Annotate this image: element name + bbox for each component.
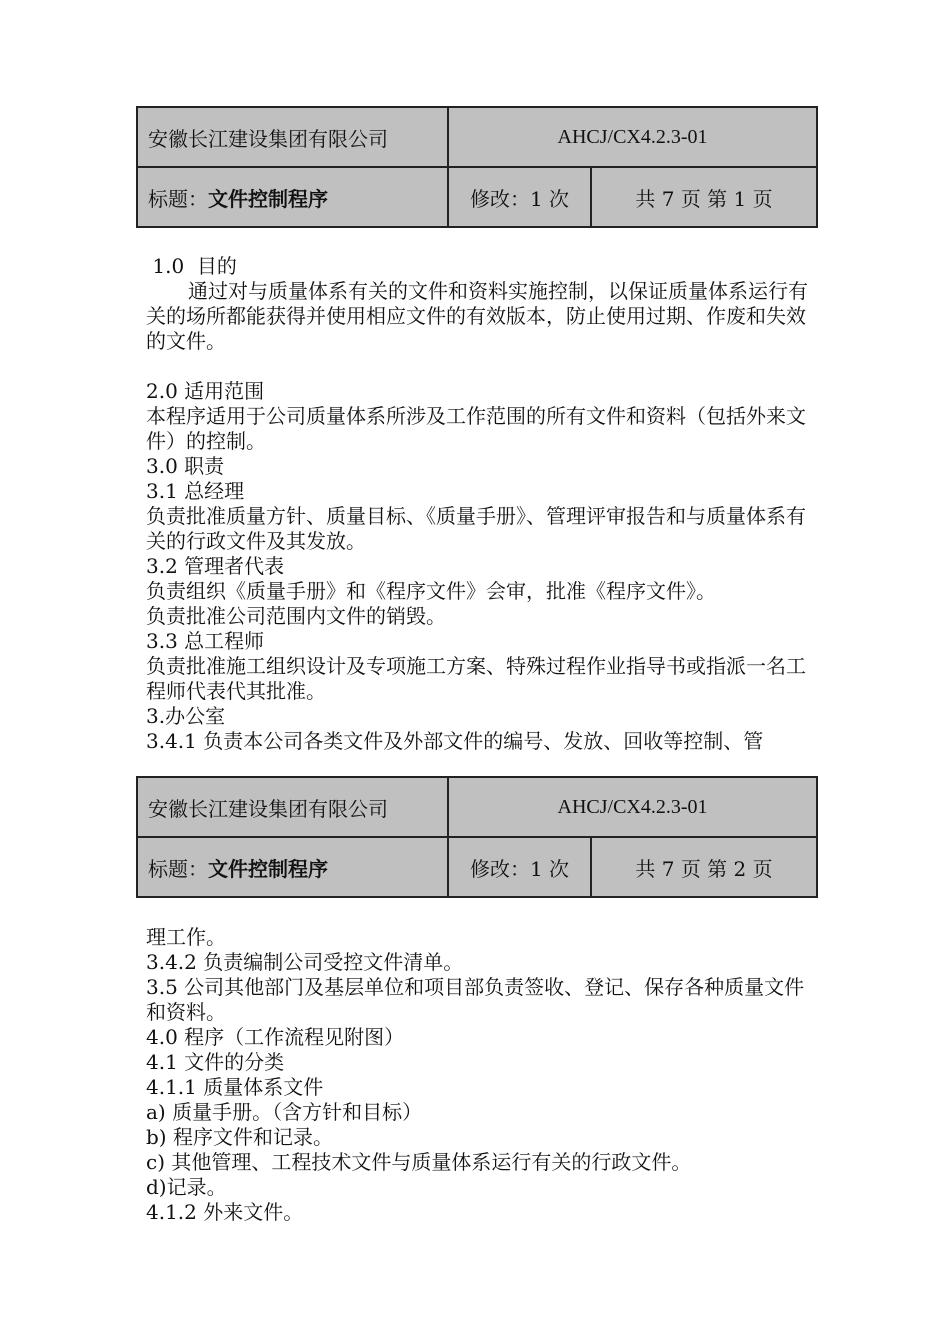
section-heading: 2.0 适用范围 xyxy=(146,379,265,403)
paragraph: 理工作。 xyxy=(146,925,226,949)
list-item: d)记录。 xyxy=(146,1175,227,1199)
paragraph: 负责批准公司范围内文件的销毁。 xyxy=(146,604,446,628)
section-heading: 3.0 职责 xyxy=(146,454,225,478)
list-item: b) 程序文件和记录。 xyxy=(146,1125,333,1149)
list-item: c) 其他管理、工程技术文件与质量体系运行有关的行政文件。 xyxy=(146,1150,692,1174)
page-2-body xyxy=(146,925,816,1225)
header-table-page-2 xyxy=(136,776,818,898)
document-code: AHCJ/CX4.2.3-01 xyxy=(448,777,817,837)
section-heading: 3.2 管理者代表 xyxy=(146,554,285,578)
section-heading: 4.0 程序（工作流程见附图） xyxy=(146,1025,405,1049)
company-name: 安徽长江建设集团有限公司 xyxy=(137,107,448,167)
paragraph: 负责批准质量方针、质量目标、《质量手册》、管理评审报告和与质量体系有关的行政文件及其发放。 xyxy=(146,504,806,553)
title-value: 文件控制程序 xyxy=(208,856,328,881)
page-count: 共 7 页 第 2 页 xyxy=(591,837,817,897)
list-item: a) 质量手册。（含方针和目标） xyxy=(146,1100,423,1124)
paragraph: 负责批准施工组织设计及专项施工方案、特殊过程作业指导书或指派一名工程师代表代其批准。 xyxy=(146,654,806,703)
title-cell xyxy=(137,837,448,897)
document-code: AHCJ/CX4.2.3-01 xyxy=(448,107,817,167)
title-label: 标题： xyxy=(148,856,208,881)
paragraph: 负责组织《质量手册》和《程序文件》会审，批准《程序文件》。 xyxy=(146,579,716,603)
section-heading: 3.1 总经理 xyxy=(146,479,245,503)
revision-count: 修改：1 次 xyxy=(448,837,591,897)
page-count: 共 7 页 第 1 页 xyxy=(591,167,817,227)
page-1-body xyxy=(146,254,816,754)
section-heading: 4.1 文件的分类 xyxy=(146,1050,285,1074)
paragraph: 3.5 公司其他部门及基层单位和项目部负责签收、登记、保存各种质量文件和资料。 xyxy=(146,975,805,1024)
company-name: 安徽长江建设集团有限公司 xyxy=(137,777,448,837)
title-value: 文件控制程序 xyxy=(208,186,328,211)
paragraph: 3.4.2 负责编制公司受控文件清单。 xyxy=(146,950,464,974)
title-label: 标题： xyxy=(148,186,208,211)
section-heading: 3.3 总工程师 xyxy=(146,629,265,653)
paragraph: 本程序适用于公司质量体系所涉及工作范围的所有文件和资料（包括外来文件）的控制。 xyxy=(146,404,806,453)
paragraph: 通过对与质量体系有关的文件和资料实施控制，以保证质量体系运行有关的场所都能获得并使用相应文件的有效版本，防止使用过期、作废和失效的文件。 xyxy=(146,279,808,353)
section-heading: 4.1.1 质量体系文件 xyxy=(146,1075,324,1099)
header-table-page-1 xyxy=(136,106,818,228)
section-heading: 4.1.2 外来文件。 xyxy=(146,1200,304,1224)
paragraph: 3.4.1 负责本公司各类文件及外部文件的编号、发放、回收等控制、管 xyxy=(146,729,764,753)
title-cell xyxy=(137,167,448,227)
section-heading: 3.办公室 xyxy=(146,704,226,728)
revision-count: 修改：1 次 xyxy=(448,167,591,227)
section-heading: 1.0 目的 xyxy=(146,254,237,278)
